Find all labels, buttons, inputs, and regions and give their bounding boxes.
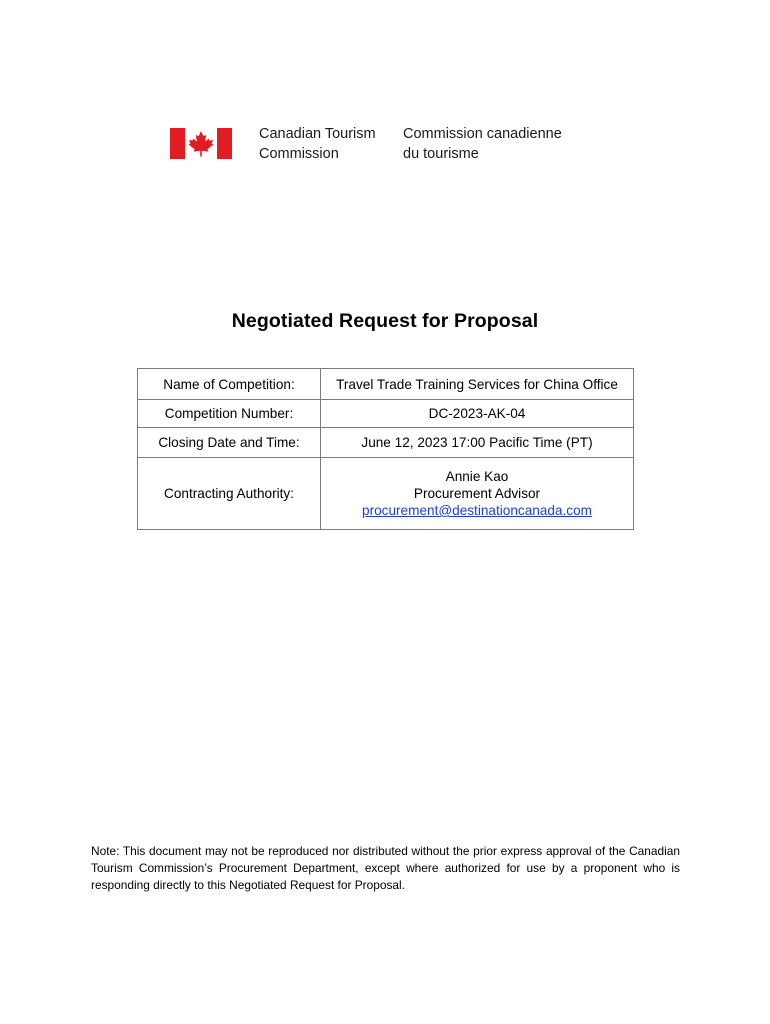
table-row (138, 400, 634, 428)
logo-name-english-line1: Canadian Tourism (259, 126, 376, 142)
competition-name-value: Travel Trade Training Services for China Office (321, 369, 634, 400)
table-row (138, 458, 634, 530)
competition-name-label: Name of Competition: (138, 369, 321, 400)
closing-date-value: June 12, 2023 17:00 Pacific Time (PT) (321, 428, 634, 458)
table-row (138, 428, 634, 458)
logo-name-english-line2: Commission (259, 146, 339, 162)
table-row (138, 369, 634, 400)
competition-details-table (137, 368, 634, 530)
logo-name-english (259, 124, 376, 164)
procurement-email-link[interactable]: procurement@destinationcanada.com (362, 503, 592, 518)
authority-role: Procurement Advisor (413, 486, 541, 501)
authority-name: Annie Kao (445, 469, 509, 484)
competition-number-label: Competition Number: (138, 400, 321, 428)
logo-name-french (403, 124, 562, 164)
contracting-authority-value (321, 458, 634, 530)
contracting-authority-label: Contracting Authority: (138, 458, 321, 530)
logo-name-french-line2: du tourisme (403, 146, 479, 162)
organization-logo (170, 124, 570, 164)
logo-name-french-line1: Commission canadienne (403, 126, 562, 142)
reproduction-note: Note: This document may not be reproduced nor distributed without the prior express approval of the Canadian Tourism Commission’s Procurement Department, except where authorized for use by a proponent who is responding directly to this Negotiated Request for Proposal. (91, 844, 680, 892)
closing-date-label: Closing Date and Time: (138, 428, 321, 458)
competition-number-value: DC-2023-AK-04 (321, 400, 634, 428)
canada-flag-icon (170, 128, 232, 159)
document-title: Negotiated Request for Proposal (231, 310, 539, 332)
